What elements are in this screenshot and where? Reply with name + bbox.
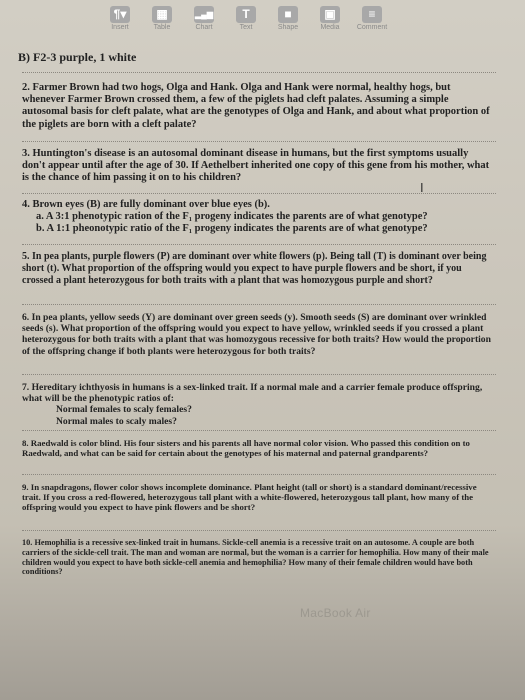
media-label: Media — [320, 24, 340, 31]
chart-label: Chart — [195, 24, 213, 31]
question-5[interactable] — [22, 251, 494, 286]
comment-button[interactable] — [352, 6, 392, 31]
question-9-text: 9. In snapdragons, flower color shows incomplete dominance. Plant height (tall or short) is a standard dominant/recessive trait. If you cross a red-flowered, heterozygous tall plant with a white-flowered, heterozygous tall plant, how many of the offspring would you expect to have pink flowers and be short? — [22, 482, 477, 513]
device-watermark: MacBook Air — [300, 606, 371, 620]
table-button[interactable] — [142, 6, 182, 31]
question-4a-text: a. A 3:1 phenotypic ration of the F₁ progeny indicates the parents are of what genotype? — [36, 211, 428, 223]
divider — [22, 474, 496, 475]
question-7-text: 7. Hereditary ichthyosis in humans is a sex-linked trait. If a normal male and a carrier female produce offspring, what will be the phenotypic ratios of: — [22, 382, 483, 405]
text-label: Text — [239, 24, 253, 31]
divider — [22, 72, 496, 73]
text-cursor-icon: I — [420, 180, 424, 195]
divider — [22, 530, 496, 531]
comment-icon: ≡ — [362, 6, 382, 23]
question-3-text: 3. Huntington's disease is an autosomal dominant disease in humans, but the first symptoms usually don't appear until after the age of 30. If Aethelbert inherited one copy of this gene from his mother, what is the chance of him passing it on to his children? — [22, 148, 490, 184]
question-9[interactable] — [22, 482, 494, 513]
chart-button[interactable] — [184, 6, 224, 31]
question-6[interactable] — [22, 312, 494, 357]
question-8-text: 8. Raedwald is color blind. His four sisters and his parents all have normal color vision. Who passed this condition on to Raedwald, and what can be said for certain about the genotypes of his maternal and paternal grandparents? — [22, 438, 470, 459]
question-7b-text: Normal males to scaly males? — [56, 415, 177, 427]
question-4-text: 4. Brown eyes (B) are fully dominant over blue eyes (b). — [22, 199, 270, 210]
table-icon: ▦ — [152, 6, 172, 23]
divider — [22, 244, 496, 245]
question-5-text: 5. In pea plants, purple flowers (P) are dominant over white flowers (p). Being tall (T) is dominant over being short (t). What proportion of the offspring would you expect to have purple flowers and be short, if you crossed a plant heterozygous for both traits with a plant that was homozygous purple and short? — [22, 251, 487, 286]
question-4[interactable] — [22, 199, 494, 236]
divider — [22, 141, 496, 142]
question-4b-text: b. A 1:1 pheonotypic ratio of the F₁ progeny indicates the parents are of what genotype? — [36, 223, 428, 235]
shape-label: Shape — [277, 24, 299, 31]
question-2-text: 2. Farmer Brown had two hogs, Olga and Hank. Olga and Hank were normal, healthy hogs, but whenever Farmer Brown crossed them, a few of the piglets had cleft palates. Assuming a simple autosomal basis for cleft palate, what are the genotypes of Olga and Hank, and about what proportion of the piglets are born with a cleft palate? — [22, 82, 490, 130]
divider — [22, 193, 496, 194]
question-2[interactable] — [22, 82, 494, 131]
insert-label: Insert — [111, 24, 129, 31]
answer-heading: B) F2-3 purple, 1 white — [18, 50, 137, 64]
shape-icon: ■ — [278, 6, 298, 23]
media-icon: ▣ — [320, 6, 340, 23]
question-8[interactable] — [22, 438, 494, 458]
chart-icon: ▂▄▆ — [194, 6, 214, 23]
question-10[interactable] — [22, 538, 494, 577]
shape-button[interactable] — [268, 6, 308, 31]
question-10-text: 10. Hemophilia is a recessive sex-linked trait in humans. Sickle-cell anemia is a recessive trait on an autosome. A couple are both carriers of the sickle-cell trait. The man and woman are normal, but the woman is a carrier for hemophilia. How many of their male children would you expect to have both sickle-cell anemia and hemophilia? How many of their female children would have both conditions? — [22, 538, 489, 577]
insert-button[interactable] — [100, 6, 140, 31]
question-6-text: 6. In pea plants, yellow seeds (Y) are dominant over green seeds (y). Smooth seeds (S) are dominant over wrinkled seeds (s). What proportion of the offspring would you expect to have yellow, wrinkled seeds if you crossed a plant heterozygous for both traits with a plant that was homozygous recessive for both traits? How would the proportion of the offspring change if both plants were heterozygous for both traits? — [22, 312, 491, 357]
text-button[interactable] — [226, 6, 266, 31]
table-label: Table — [153, 24, 171, 31]
insert-toolbar — [100, 6, 400, 42]
comment-label: Comment — [356, 24, 388, 31]
media-button[interactable] — [310, 6, 350, 31]
paragraph-icon: ¶▾ — [110, 6, 130, 23]
divider — [22, 304, 496, 305]
text-icon: T — [236, 6, 256, 23]
question-7[interactable] — [22, 382, 494, 427]
divider — [22, 430, 496, 431]
question-7a-text: Normal females to scaly females? — [56, 404, 192, 416]
divider — [22, 374, 496, 375]
